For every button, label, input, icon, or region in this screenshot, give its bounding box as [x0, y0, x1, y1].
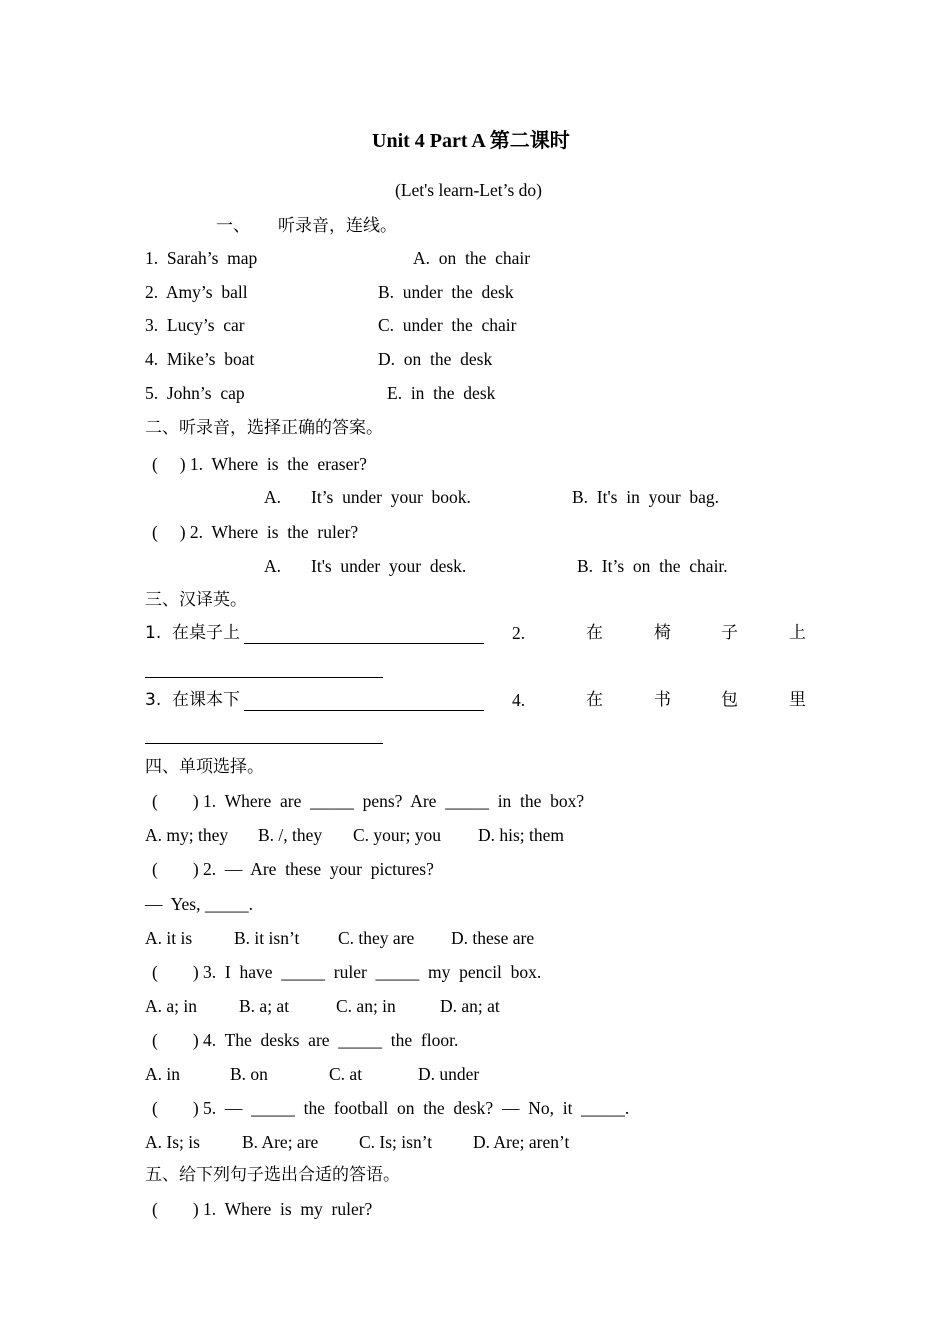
- s4-q4-option-d: D. under: [418, 1064, 480, 1084]
- s4-q2-option-a: A. it is: [145, 928, 193, 948]
- s3-item-2-number: 2.: [512, 623, 526, 643]
- s4-q1-option-c: C. your; you: [353, 825, 441, 845]
- s4-q5-option-c: C. Is; isn’t: [359, 1132, 433, 1152]
- s4-q3-option-a: A. a; in: [145, 996, 198, 1016]
- s4-question-5: ( ) 5. — _____ the football on the desk? — No, it _____.: [152, 1098, 630, 1118]
- s4-q5-option-b: B. Are; are: [242, 1132, 319, 1152]
- s2-question-2: ( ) 2. Where is the ruler?: [152, 522, 359, 542]
- s4-q1-option-d: D. his; them: [478, 825, 565, 845]
- s2-q1-option-b: B. It's in your bag.: [572, 487, 720, 507]
- s3-item-4-char-4: 里: [789, 690, 806, 710]
- s3-item-4-blank[interactable]: [145, 743, 383, 744]
- s2-q2-option-a: It's under your desk.: [311, 556, 467, 576]
- section1-number: 一、: [216, 216, 250, 236]
- s4-question-3: ( ) 3. I have _____ ruler _____ my pencil box.: [152, 962, 542, 982]
- s3-item-2-char-2: 椅: [654, 623, 671, 643]
- match-left-3: 3. Lucy’s car: [145, 315, 245, 335]
- s3-item-4-number: 4.: [512, 690, 526, 710]
- s4-q2-option-b: B. it isn’t: [234, 928, 300, 948]
- s3-item-1-blank[interactable]: [244, 643, 484, 644]
- s4-q5-option-a: A. Is; is: [145, 1132, 200, 1152]
- match-left-2: 2. Amy’s ball: [145, 282, 248, 302]
- page-subtitle: (Let's learn-Let’s do): [395, 180, 542, 200]
- s3-item-2-char-4: 上: [789, 623, 806, 643]
- s2-q2-option-a-label: A.: [264, 556, 282, 576]
- s4-q4-option-b: B. on: [230, 1064, 268, 1084]
- s4-question-1: ( ) 1. Where are _____ pens? Are _____ in the box?: [152, 791, 585, 811]
- section3-heading: 三、汉译英。: [145, 590, 247, 610]
- match-right-c: C. under the chair: [378, 315, 517, 335]
- s3-item-4-char-1: 在: [586, 690, 603, 710]
- s4-q1-option-b: B. /, they: [258, 825, 323, 845]
- s3-item-2-char-3: 子: [721, 623, 738, 643]
- page-title: Unit 4 Part A 第二课时: [372, 130, 570, 152]
- section1-heading: 听录音，连线。: [278, 216, 397, 236]
- match-left-1: 1. Sarah’s map: [145, 248, 258, 268]
- s2-q2-option-b: B. It’s on the chair.: [577, 556, 728, 576]
- s4-q1-option-a: A. my; they: [145, 825, 229, 845]
- s4-q4-option-a: A. in: [145, 1064, 180, 1084]
- s4-q5-option-d: D. Are; aren’t: [473, 1132, 570, 1152]
- match-left-4: 4. Mike’s boat: [145, 349, 255, 369]
- match-right-b: B. under the desk: [378, 282, 514, 302]
- match-left-5: 5. John’s cap: [145, 383, 245, 403]
- section2-heading: 二、听录音，选择正确的答案。: [145, 418, 383, 438]
- s3-item-4-char-2: 书: [654, 690, 671, 710]
- s3-item-3-blank[interactable]: [244, 710, 484, 711]
- match-right-a: A. on the chair: [413, 248, 531, 268]
- s4-q3-option-c: C. an; in: [336, 996, 396, 1016]
- s2-q1-option-a-label: A.: [264, 487, 282, 507]
- s4-question-2: ( ) 2. — Are these your pictures?: [152, 859, 434, 879]
- s5-question-1: ( ) 1. Where is my ruler?: [152, 1199, 373, 1219]
- s4-q2-option-d: D. these are: [451, 928, 535, 948]
- s4-question-2-response: — Yes, _____.: [145, 894, 253, 914]
- section5-heading: 五、给下列句子选出合适的答语。: [145, 1165, 400, 1185]
- s4-q3-option-b: B. a; at: [239, 996, 290, 1016]
- s2-q1-option-a: It’s under your book.: [311, 487, 471, 507]
- s3-item-3: 3. 在课本下: [145, 690, 241, 710]
- s4-q2-option-c: C. they are: [338, 928, 415, 948]
- s4-question-4: ( ) 4. The desks are _____ the floor.: [152, 1030, 459, 1050]
- s3-item-4-char-3: 包: [721, 690, 738, 710]
- section4-heading: 四、单项选择。: [145, 757, 264, 777]
- s2-question-1: ( ) 1. Where is the eraser?: [152, 454, 367, 474]
- s3-item-2-char-1: 在: [586, 623, 603, 643]
- s3-item-1: 1. 在桌子上: [145, 623, 241, 643]
- s4-q3-option-d: D. an; at: [440, 996, 500, 1016]
- s3-item-2-blank[interactable]: [145, 677, 383, 678]
- match-right-d: D. on the desk: [378, 349, 493, 369]
- s4-q4-option-c: C. at: [329, 1064, 363, 1084]
- match-right-e: E. in the desk: [387, 383, 496, 403]
